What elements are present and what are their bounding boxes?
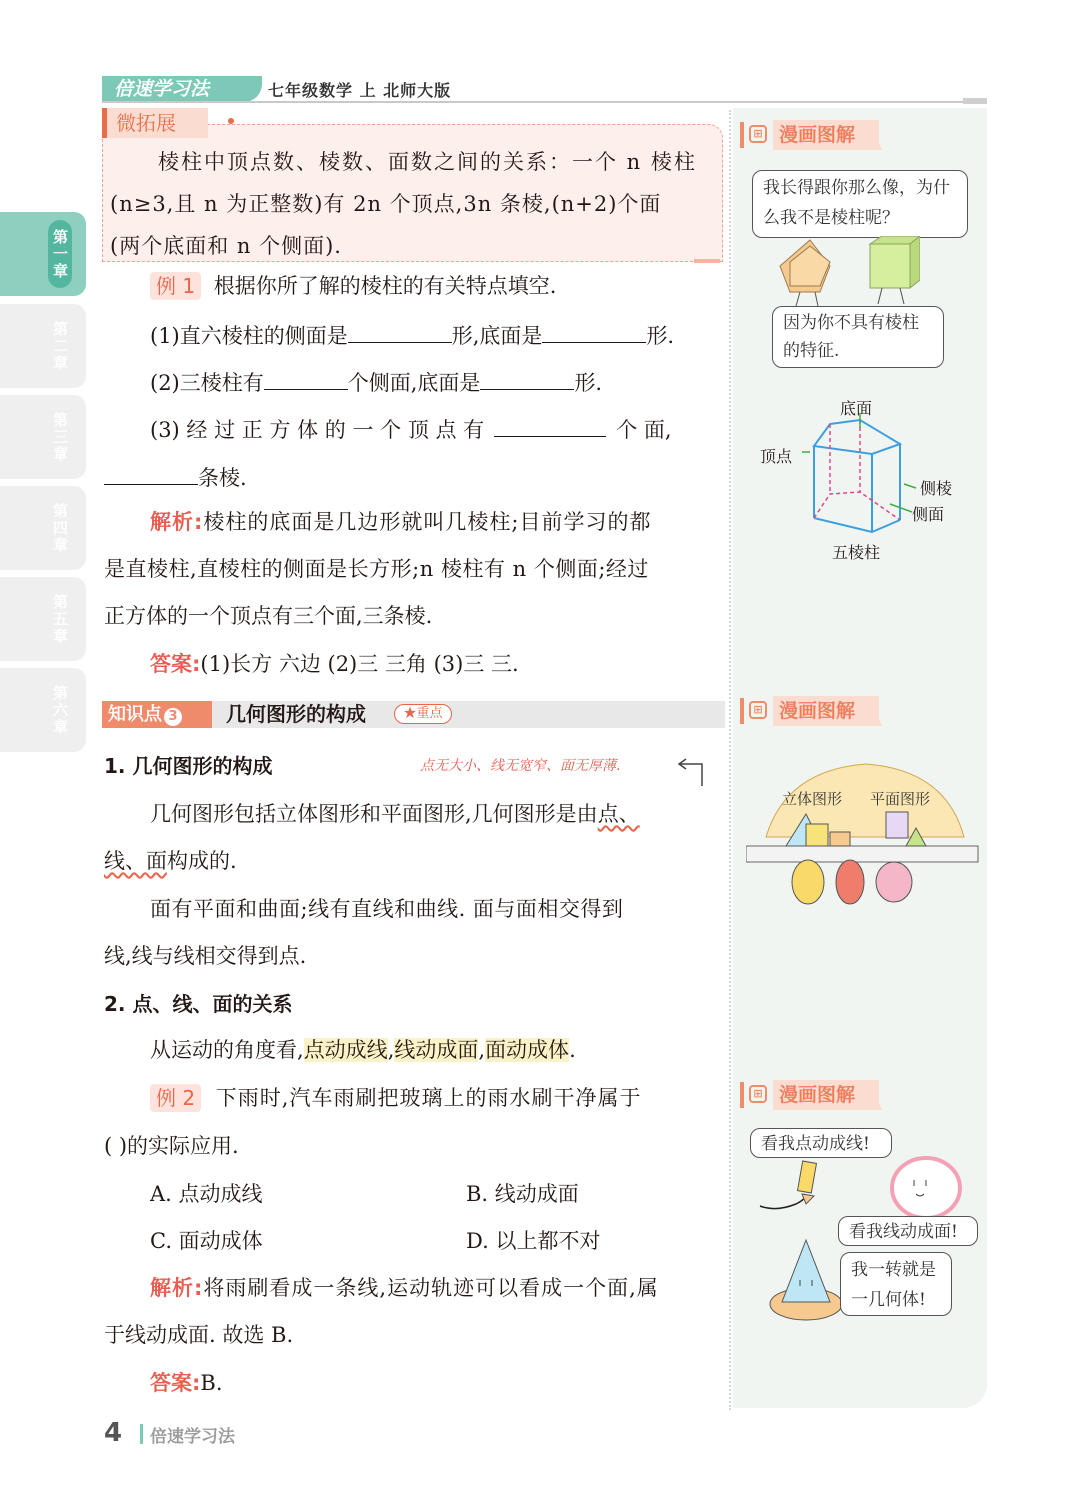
example1-q3-cont [104, 462, 247, 492]
section-heading-1: 1. 几何图形的构成 [104, 754, 273, 778]
comic-header-bar [740, 698, 744, 724]
extension-tag-bar [102, 108, 107, 138]
extension-line-2: (n≥3,且 n 为正整数)有 2n 个顶点,3n 条棱,(n+2)个面 [110, 192, 662, 216]
comic-header-1 [740, 120, 900, 150]
header-rule [102, 101, 987, 103]
p1-text: 几何图形包括立体图形和平面图形,几何图形是由 [150, 802, 598, 826]
q3-blank-2[interactable] [104, 462, 198, 485]
comic-header-label: 漫画图解 [773, 696, 879, 726]
example2-analysis [150, 1274, 659, 1302]
option-a[interactable]: A. 点动成线 [150, 1182, 263, 1206]
kp-paragraph-2-cont: 线,线与线相交得到点. [104, 944, 307, 968]
q1-text-b: 形,底面是 [451, 324, 543, 348]
example2-answer [150, 1369, 223, 1397]
example2-analysis-cont: 于线动成面. 故选 B. [104, 1323, 294, 1347]
analysis-label: 解析: [150, 1276, 204, 1300]
q2-blank-1[interactable] [264, 367, 348, 390]
option-d[interactable]: D. 以上都不对 [466, 1229, 601, 1253]
example1-q2 [150, 367, 602, 397]
chapter-tab-label: 第六章 [51, 684, 69, 736]
q1-text-a: (1)直六棱柱的侧面是 [150, 324, 348, 348]
footer-divider [140, 1424, 143, 1444]
q1-text-c: 形. [646, 324, 675, 348]
analysis-text: 棱柱的底面是几边形就叫几棱柱;目前学习的都 [203, 510, 652, 534]
comic-grid-icon: ⊞ [749, 701, 767, 719]
footer-brand: 倍速学习法 [150, 1427, 235, 1447]
option-b[interactable]: B. 线动成面 [466, 1182, 579, 1206]
kp-tag-text: 知识点 [108, 704, 162, 725]
answer-label: 答案: [150, 1371, 201, 1395]
comic-header-tail [870, 696, 882, 726]
example1-answer [150, 650, 519, 678]
chapter-tab-label: 第一章 [48, 220, 72, 288]
cone-illustration [766, 1236, 846, 1326]
comic-header-3 [740, 1080, 900, 1110]
q2-text-a: (2)三棱柱有 [150, 371, 264, 395]
comic-header-bar [740, 122, 744, 148]
comic-grid-icon: ⊞ [749, 1085, 767, 1103]
kp-number: 3 [164, 708, 182, 726]
chapter-tab-3[interactable] [0, 395, 86, 479]
analysis-label: 解析: [150, 510, 204, 534]
speech-bubble-4: 看我线动成面! [838, 1216, 978, 1246]
page-number: 4 [104, 1418, 123, 1448]
stage-illustration [746, 742, 980, 912]
example1-question-line [150, 272, 556, 300]
stage-label-solid: 立体图形 [782, 790, 843, 808]
knowledge-point-tag [102, 701, 212, 728]
p3-period: . [569, 1038, 576, 1062]
comic-header-label: 漫画图解 [773, 120, 879, 150]
chapter-tab-6[interactable] [0, 668, 86, 752]
example1-q1 [150, 320, 674, 350]
extension-line-1: 棱柱中顶点数、棱数、面数之间的关系：一个 n 棱柱 [158, 150, 697, 174]
extension-dot [228, 118, 234, 124]
chapter-tab-5[interactable] [0, 577, 86, 661]
stage-label-plane: 平面图形 [870, 790, 931, 808]
q1-blank-1[interactable] [348, 320, 452, 343]
example2-tag: 例 2 [150, 1084, 201, 1112]
q3-text-b: 个 面, [616, 418, 672, 442]
label-prism-name: 五棱柱 [832, 543, 881, 562]
q2-text-c: 形. [574, 371, 603, 395]
q2-blank-2[interactable] [480, 367, 574, 390]
header-tab-mark [963, 98, 987, 104]
speech-bubble-1: 我长得跟你那么像，为什么我不是棱柱呢？ [752, 170, 968, 238]
answer-text: B. [200, 1371, 223, 1395]
extension-tag: 微拓展 [102, 108, 208, 138]
comic-header-label: 漫画图解 [773, 1080, 879, 1110]
p3-text: 从运动的角度看, [150, 1038, 304, 1062]
comic-header-2 [740, 696, 900, 726]
analysis-text: 将雨刷看成一条线,运动轨迹可以看成一个面,属 [203, 1276, 659, 1300]
brand-logo: 倍速学习法 [102, 76, 262, 102]
chapter-tab-2[interactable] [0, 304, 86, 388]
extension-corner-mark [694, 259, 720, 263]
key-point-stamp: ★重点 [394, 704, 452, 724]
chapter-tab-label: 第五章 [51, 593, 69, 645]
chapter-tab-1[interactable] [0, 212, 86, 296]
q1-blank-2[interactable] [542, 320, 646, 343]
answer-text: (1)长方 六边 (2)三 三角 (3)三 三. [200, 652, 519, 676]
example1-tag: 例 1 [150, 272, 201, 300]
comic-header-bar [740, 1082, 744, 1108]
q3-text-a: (3) 经 过 正 方 体 的 一 个 顶 点 有 [150, 418, 485, 442]
chapter-tab-4[interactable] [0, 486, 86, 570]
speech-bubble-3: 看我点动成线! [750, 1128, 892, 1158]
p1-end: 构成的. [167, 849, 237, 873]
p3-highlight-1: 点动成线 [303, 1038, 388, 1062]
answer-label: 答案: [150, 652, 201, 676]
knowledge-point-title: 几何图形的构成 [226, 702, 366, 726]
example1-q3 [150, 414, 672, 444]
margin-note: 点无大小、线无宽窄、面无厚薄. [420, 758, 621, 774]
p1-emph-point: 点、 [597, 802, 640, 826]
chapter-tab-label: 第三章 [51, 411, 69, 463]
book-title: 七年级数学 上 北师大版 [268, 81, 452, 100]
example2-question-line [150, 1084, 641, 1112]
example1-analysis-line-2: 是直棱柱,直棱柱的侧面是长方形;n 棱柱有 n 个侧面;经过 [104, 557, 649, 581]
extension-line-3: (两个底面和 n 个侧面). [110, 234, 342, 258]
kp-paragraph-3 [150, 1036, 576, 1064]
pentagonal-prism-diagram [800, 414, 920, 540]
p3-comma-1: , [387, 1038, 395, 1062]
label-lateral-face: 侧面 [912, 505, 945, 524]
chapter-tab-label: 第二章 [51, 320, 69, 372]
example2-question-cont: ( )的实际应用. [104, 1134, 239, 1158]
example2-question: 下雨时,汽车雨刷把玻璃上的雨水刷干净属于 [215, 1086, 642, 1110]
label-lateral-edge: 侧棱 [920, 479, 953, 498]
label-vertex: 顶点 [760, 447, 793, 466]
comic-header-tail [870, 120, 882, 150]
example1-question: 根据你所了解的棱柱的有关特点填空. [213, 274, 557, 298]
kp-paragraph-1-cont [104, 847, 237, 875]
p1-emph-line-face: 线、面 [104, 849, 167, 873]
q3-blank-1[interactable] [494, 414, 606, 437]
example1-analysis-line-3: 正方体的一个顶点有三个面,三条棱. [104, 604, 433, 628]
example1-analysis-line-1 [150, 508, 651, 536]
pencil-dot-illustration [756, 1154, 836, 1214]
speech-bubble-5: 我一转就是一几何体! [840, 1252, 952, 1316]
kp-paragraph-1 [150, 800, 640, 828]
comic-grid-icon: ⊞ [749, 125, 767, 143]
p3-highlight-2: 线动成面 [394, 1038, 479, 1062]
note-arrow-icon [676, 756, 706, 788]
chapter-tab-label: 第四章 [51, 502, 69, 554]
p3-highlight-3: 面动成体 [485, 1038, 570, 1062]
option-c[interactable]: C. 面动成体 [150, 1229, 263, 1253]
label-base-face: 底面 [840, 399, 873, 418]
q2-text-b: 个侧面,底面是 [347, 371, 481, 395]
p3-comma-2: , [478, 1038, 486, 1062]
section-heading-2: 2. 点、线、面的关系 [104, 992, 293, 1016]
q3-text-c: 条棱. [198, 466, 247, 490]
column-divider [729, 110, 731, 1410]
kp-paragraph-2: 面有平面和曲面;线有直线和曲线. 面与面相交得到 [150, 897, 624, 921]
speech-bubble-2: 因为你不具有棱柱的特征. [772, 306, 944, 368]
comic-header-tail [870, 1080, 882, 1110]
circle-ring-illustration [886, 1156, 970, 1220]
